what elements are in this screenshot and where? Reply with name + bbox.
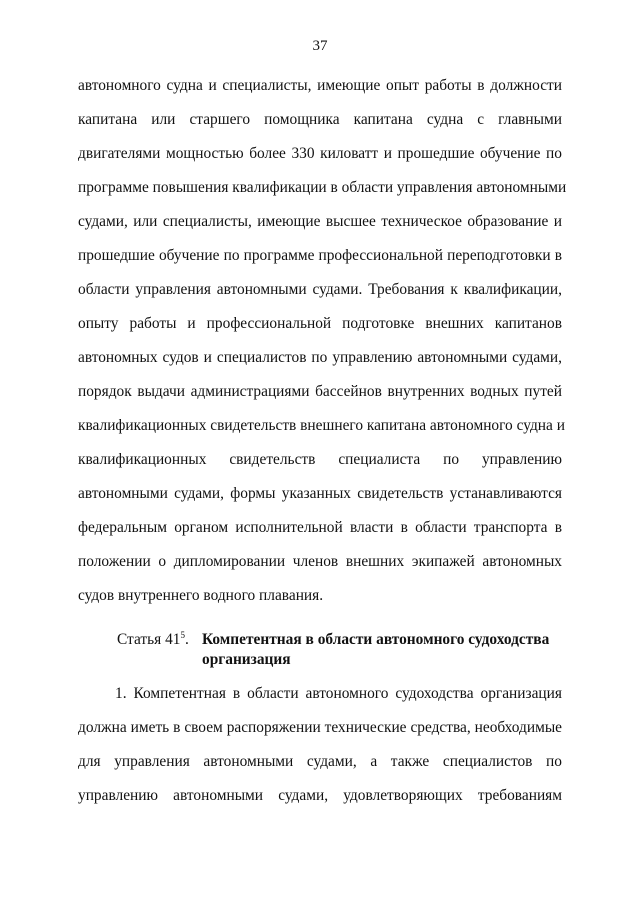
text-line: федеральным органом исполнительной власти в области транспорта в bbox=[78, 519, 562, 536]
text-line: 1. Компетентная в области автономного судоходства организация bbox=[115, 685, 562, 702]
article-label bbox=[117, 630, 189, 650]
text-line: автономными судами, формы указанных свидетельств устанавливаются bbox=[78, 485, 562, 502]
article-title: Компетентная в области автономного судоходства организация bbox=[202, 631, 550, 668]
page-number: 37 bbox=[312, 38, 328, 54]
text-line: программе повышения квалификации в области управления автономными bbox=[78, 179, 567, 196]
text-line: судами, или специалисты, имеющие высшее техническое образование и bbox=[78, 213, 562, 230]
text-line: опыту работы и профессиональной подготовке внешних капитанов bbox=[78, 315, 562, 332]
text-line: двигателями мощностью более 330 киловатт и прошедшие обучение по bbox=[78, 145, 562, 162]
text-line: автономного судна и специалисты, имеющие опыт работы в должности bbox=[78, 77, 562, 94]
article-superscript: 5 bbox=[180, 629, 185, 640]
text-line: квалификационных свидетельств внешнего капитана автономного судна и bbox=[78, 417, 565, 434]
article-label-text: Статья 41 bbox=[117, 631, 181, 648]
text-line: для управления автономными судами, а также специалистов по bbox=[78, 753, 562, 770]
text-line: автономных судов и специалистов по управлению автономными судами, bbox=[78, 349, 562, 366]
text-line: капитана или старшего помощника капитана судна с главными bbox=[78, 111, 562, 128]
text-line: должна иметь в своем распоряжении технические средства, необходимые bbox=[78, 719, 562, 736]
text-line: порядок выдачи администрациями бассейнов внутренних водных путей bbox=[78, 383, 562, 400]
text-line: квалификационных свидетельств специалиста по управлению bbox=[78, 451, 562, 468]
text-line: области управления автономными судами. Требования к квалификации, bbox=[78, 281, 562, 298]
text-line: прошедшие обучение по программе профессиональной переподготовки в bbox=[78, 247, 562, 264]
text-line: судов внутреннего водного плавания. bbox=[78, 587, 324, 604]
text-line: управлению автономными судами, удовлетворяющих требованиям bbox=[78, 787, 562, 804]
text-line: положении о дипломировании членов внешних экипажей автономных bbox=[78, 553, 562, 570]
article-label-suffix: . bbox=[184, 631, 189, 648]
